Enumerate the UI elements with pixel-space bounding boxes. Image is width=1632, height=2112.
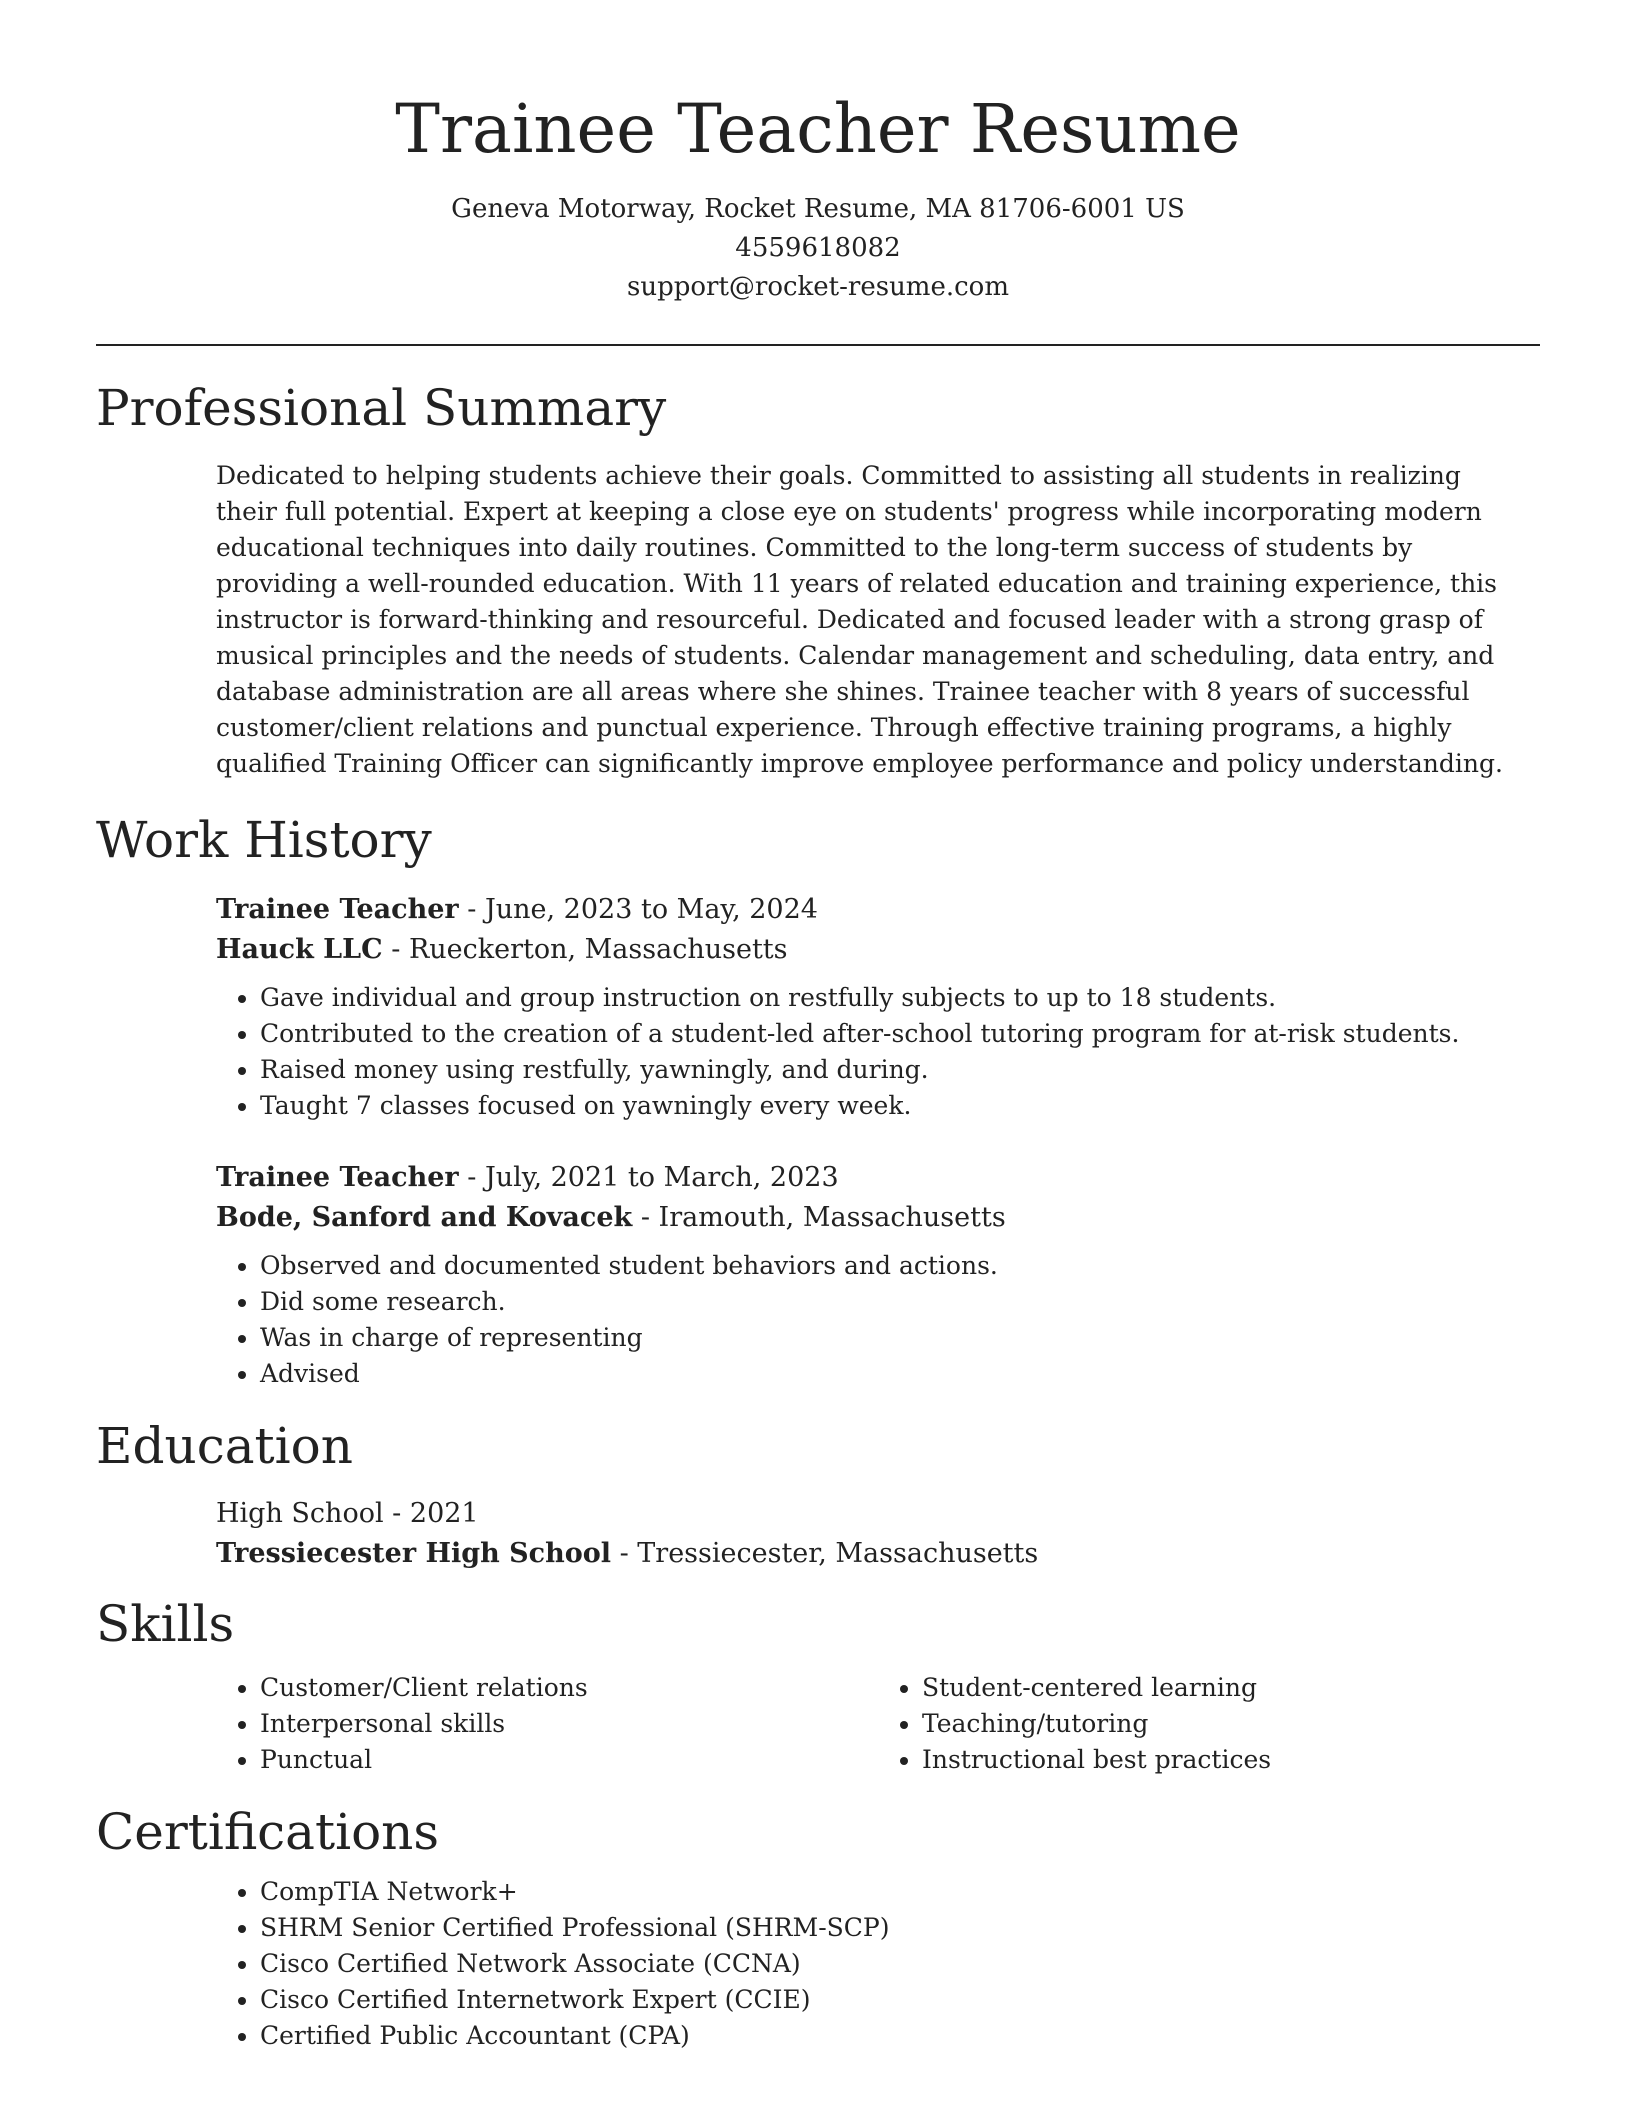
list-item: • Cisco Certified Internetwork Expert (CCIE) <box>260 1982 1540 2018</box>
contact-phone: 4559618082 <box>735 233 901 263</box>
skills-grid <box>216 1670 1540 1778</box>
summary-paragraph: Dedicated to helping students achieve their goals. Committed to assisting all students in realizing their full potential. Expert at keeping a close eye on students' progress while incorporating modern educational techniques into daily routines. Committed to the long-term success of students by providing a well-rounded education. With 11 years of related education and training experience, this instructor is forward-thinking and resourceful. Dedicated and focused leader with a strong grasp of musical principles and the needs of students. Calendar management and scheduling, data entry, and database administration are all areas where she shines. Trainee teacher with 8 years of successful customer/client relations and punctual experience. Through effective training programs, a highly qualified Training Officer can significantly improve employee performance and policy understanding. <box>216 461 1503 778</box>
job-duties-list <box>216 980 1540 1124</box>
job-title-line: Trainee Teacher - June, 2023 to May, 2024 <box>216 894 818 925</box>
contact-address: Geneva Motorway, Rocket Resume, MA 81706-6001 US <box>451 194 1185 224</box>
skills-list-left <box>216 1670 878 1778</box>
list-item: • Gave individual and group instruction on restfully subjects to up to 18 students. <box>260 980 1540 1016</box>
list-item: • Certified Public Accountant (CPA) <box>260 2018 1540 2054</box>
job-title-line: Trainee Teacher - July, 2021 to March, 2023 <box>216 1162 839 1193</box>
education-school-line: Tressiecester High School - Tressiecester, Massachusetts <box>216 1538 1039 1569</box>
resume-page <box>96 0 1540 2054</box>
job-entry <box>216 1158 1540 1392</box>
section-title-work-history: Work History <box>96 811 432 869</box>
job-role: Trainee Teacher <box>216 1162 459 1193</box>
work-history-section <box>216 890 1540 1392</box>
list-item: • Advised <box>260 1356 1540 1392</box>
list-item: • Taught 7 classes focused on yawningly every week. <box>260 1088 1540 1124</box>
job-company: Hauck LLC <box>216 934 383 965</box>
list-item: • SHRM Senior Certified Professional (SHRM-SCP) <box>260 1910 1540 1946</box>
summary-section <box>216 458 1540 782</box>
list-item: • Raised money using restfully, yawningly, and during. <box>260 1052 1540 1088</box>
list-item: • Punctual <box>260 1742 878 1778</box>
resume-header <box>96 0 1540 307</box>
job-location: Iramouth, Massachusetts <box>658 1202 1006 1233</box>
list-item: • Instructional best practices <box>922 1742 1540 1778</box>
list-item: • Interpersonal skills <box>260 1706 878 1742</box>
list-item: • Observed and documented student behaviors and actions. <box>260 1248 1540 1284</box>
education-school: Tressiecester High School <box>216 1538 611 1569</box>
contact-info <box>96 190 1540 307</box>
contact-email: support@rocket-resume.com <box>626 272 1009 302</box>
list-item: • Cisco Certified Network Associate (CCNA) <box>260 1946 1540 1982</box>
section-title-skills: Skills <box>96 1595 235 1653</box>
job-entry <box>216 890 1540 1124</box>
section-title-summary: Professional Summary <box>96 379 667 437</box>
job-company-line: Hauck LLC - Rueckerton, Massachusetts <box>216 934 788 965</box>
header-divider <box>96 344 1540 346</box>
list-item: • Contributed to the creation of a student-led after-school tutoring program for at-risk students. <box>260 1016 1540 1052</box>
education-degree-line: High School - 2021 <box>216 1498 479 1529</box>
certifications-list <box>216 1874 1540 2054</box>
education-section <box>216 1494 1540 1574</box>
education-year: 2021 <box>409 1498 479 1529</box>
section-title-certifications: Certifications <box>96 1803 440 1861</box>
job-role: Trainee Teacher <box>216 894 459 925</box>
job-dates: July, 2021 to March, 2023 <box>484 1162 839 1193</box>
list-item: • Customer/Client relations <box>260 1670 878 1706</box>
education-degree: High School <box>216 1498 384 1529</box>
job-duties-list <box>216 1248 1540 1392</box>
job-company-line: Bode, Sanford and Kovacek - Iramouth, Massachusetts <box>216 1202 1006 1233</box>
section-title-education: Education <box>96 1417 353 1475</box>
education-location: Tressiecester, Massachusetts <box>637 1538 1039 1569</box>
list-item: • CompTIA Network+ <box>260 1874 1540 1910</box>
list-item: • Was in charge of representing <box>260 1320 1540 1356</box>
job-location: Rueckerton, Massachusetts <box>408 934 788 965</box>
skills-section <box>216 1670 1540 1778</box>
resume-title: Trainee Teacher Resume <box>395 90 1241 168</box>
list-item: • Teaching/tutoring <box>922 1706 1540 1742</box>
list-item: • Did some research. <box>260 1284 1540 1320</box>
skills-list-right <box>878 1670 1540 1778</box>
job-dates: June, 2023 to May, 2024 <box>484 894 818 925</box>
certifications-section <box>216 1874 1540 2054</box>
list-item: • Student-centered learning <box>922 1670 1540 1706</box>
job-company: Bode, Sanford and Kovacek <box>216 1202 633 1233</box>
